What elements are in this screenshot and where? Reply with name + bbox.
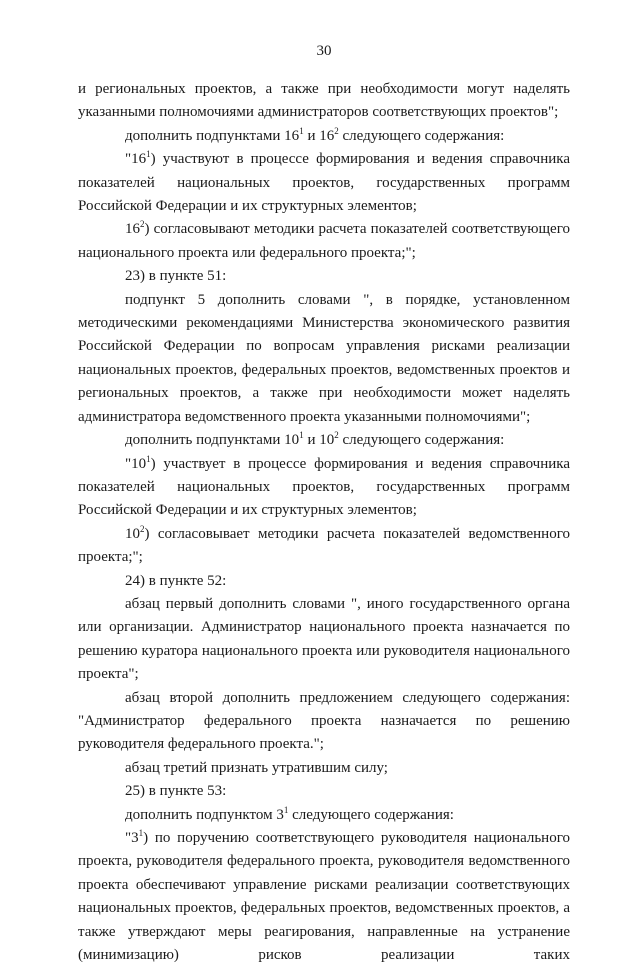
paragraph	[78, 570, 570, 593]
paragraph	[78, 453, 570, 523]
superscript-index: 2	[140, 219, 145, 230]
paragraph-text: подпункт 5 дополнить словами ", в порядке, установленном методическими рекомендациями Министерства экономического развития Российской Федерации по вопросам управления рисками реализации национальных проектов, федеральных проектов, ведомственных проектов и региональных проектов, а также при необходимости может наделять администратора ведомственного проекта указанными полномочиями";	[78, 291, 570, 425]
paragraph-text: "16	[125, 151, 147, 168]
paragraph	[78, 757, 570, 780]
paragraph	[78, 429, 570, 452]
paragraph	[78, 125, 570, 148]
page-number: 30	[316, 43, 332, 59]
paragraph-text: дополнить подпунктом 3	[125, 806, 284, 823]
paragraph-text: и региональных проектов, а также при необходимости могут наделять указанными полномочиями администраторов соответствующих проектов";	[78, 81, 570, 121]
document-body	[78, 78, 570, 967]
paragraph-text: ) участвуют в процессе формирования и ведения справочника показателей национальных проектов, государственных программ Российской Федерации и их структурных элементов;	[78, 151, 570, 215]
superscript-index: 2	[140, 523, 145, 534]
paragraph	[78, 148, 570, 218]
superscript-index: 1	[283, 804, 289, 815]
paragraph-text: абзац первый дополнить словами ", иного государственного органа или организации. Администратор национального проекта назначается по решению куратора национального проекта или руководителя национального проекта";	[78, 595, 570, 683]
paragraph	[78, 827, 570, 967]
paragraph	[78, 780, 570, 803]
superscript-index: 2	[334, 430, 339, 441]
paragraph-text: ) согласовывают методики расчета показателей соответствующего национального проекта или федерального проекта;";	[78, 221, 570, 261]
paragraph-text: 16	[125, 221, 140, 238]
paragraph-text: следующего содержания:	[338, 127, 505, 144]
paragraph-text: и 10	[303, 432, 335, 449]
superscript-index: 1	[138, 828, 144, 838]
paragraph	[78, 804, 570, 827]
paragraph	[78, 523, 570, 570]
paragraph-text: дополнить подпунктами 10	[125, 432, 300, 449]
paragraph-text: следующего содержания:	[338, 432, 505, 449]
paragraph-text: 10	[125, 525, 140, 542]
superscript-index: 1	[146, 149, 151, 160]
paragraph-text: следующего содержания:	[288, 806, 454, 823]
paragraph-text: абзац второй дополнить предложением следующего содержания: "Администратор федерального проекта назначается по решению руководителя федерального проекта.";	[78, 689, 570, 753]
superscript-index: 1	[146, 453, 151, 464]
paragraph-text: ) по поручению соответствующего руководителя национального проекта, руководителя федерального проекта, руководителя ведомственного проекта обеспечивают управление рисками реализации соответствующих национальных проектов, федеральных проектов, ведомственных проектов, а также утверждают меры реагирования, направленные на устранение (минимизацию) рисков реализации таких	[78, 830, 570, 964]
superscript-index: 1	[299, 125, 304, 136]
paragraph	[78, 265, 570, 288]
paragraph-text: 23) в пункте 51:	[125, 268, 227, 285]
paragraph-text: абзац третий признать утратившим силу;	[125, 759, 388, 776]
paragraph-text: и 16	[303, 127, 335, 144]
paragraph-text: ) согласовывает методики расчета показателей ведомственного проекта;";	[78, 525, 570, 566]
paragraph-text: дополнить подпунктами 16	[125, 127, 300, 144]
paragraph-text: 25) в пункте 53:	[125, 783, 227, 800]
paragraph	[78, 78, 570, 125]
superscript-index: 2	[334, 125, 339, 136]
paragraph	[78, 289, 570, 429]
paragraph	[78, 593, 570, 687]
paragraph	[78, 218, 570, 265]
paragraph	[78, 687, 570, 757]
paragraph-text: 24) в пункте 52:	[125, 572, 227, 589]
paragraph-text: "3	[125, 830, 139, 846]
superscript-index: 1	[299, 430, 304, 441]
paragraph-text: "10	[125, 455, 147, 472]
paragraph-text: ) участвует в процессе формирования и ведения справочника показателей национальных проектов, государственных программ Российской Федерации и их структурных элементов;	[78, 455, 570, 519]
